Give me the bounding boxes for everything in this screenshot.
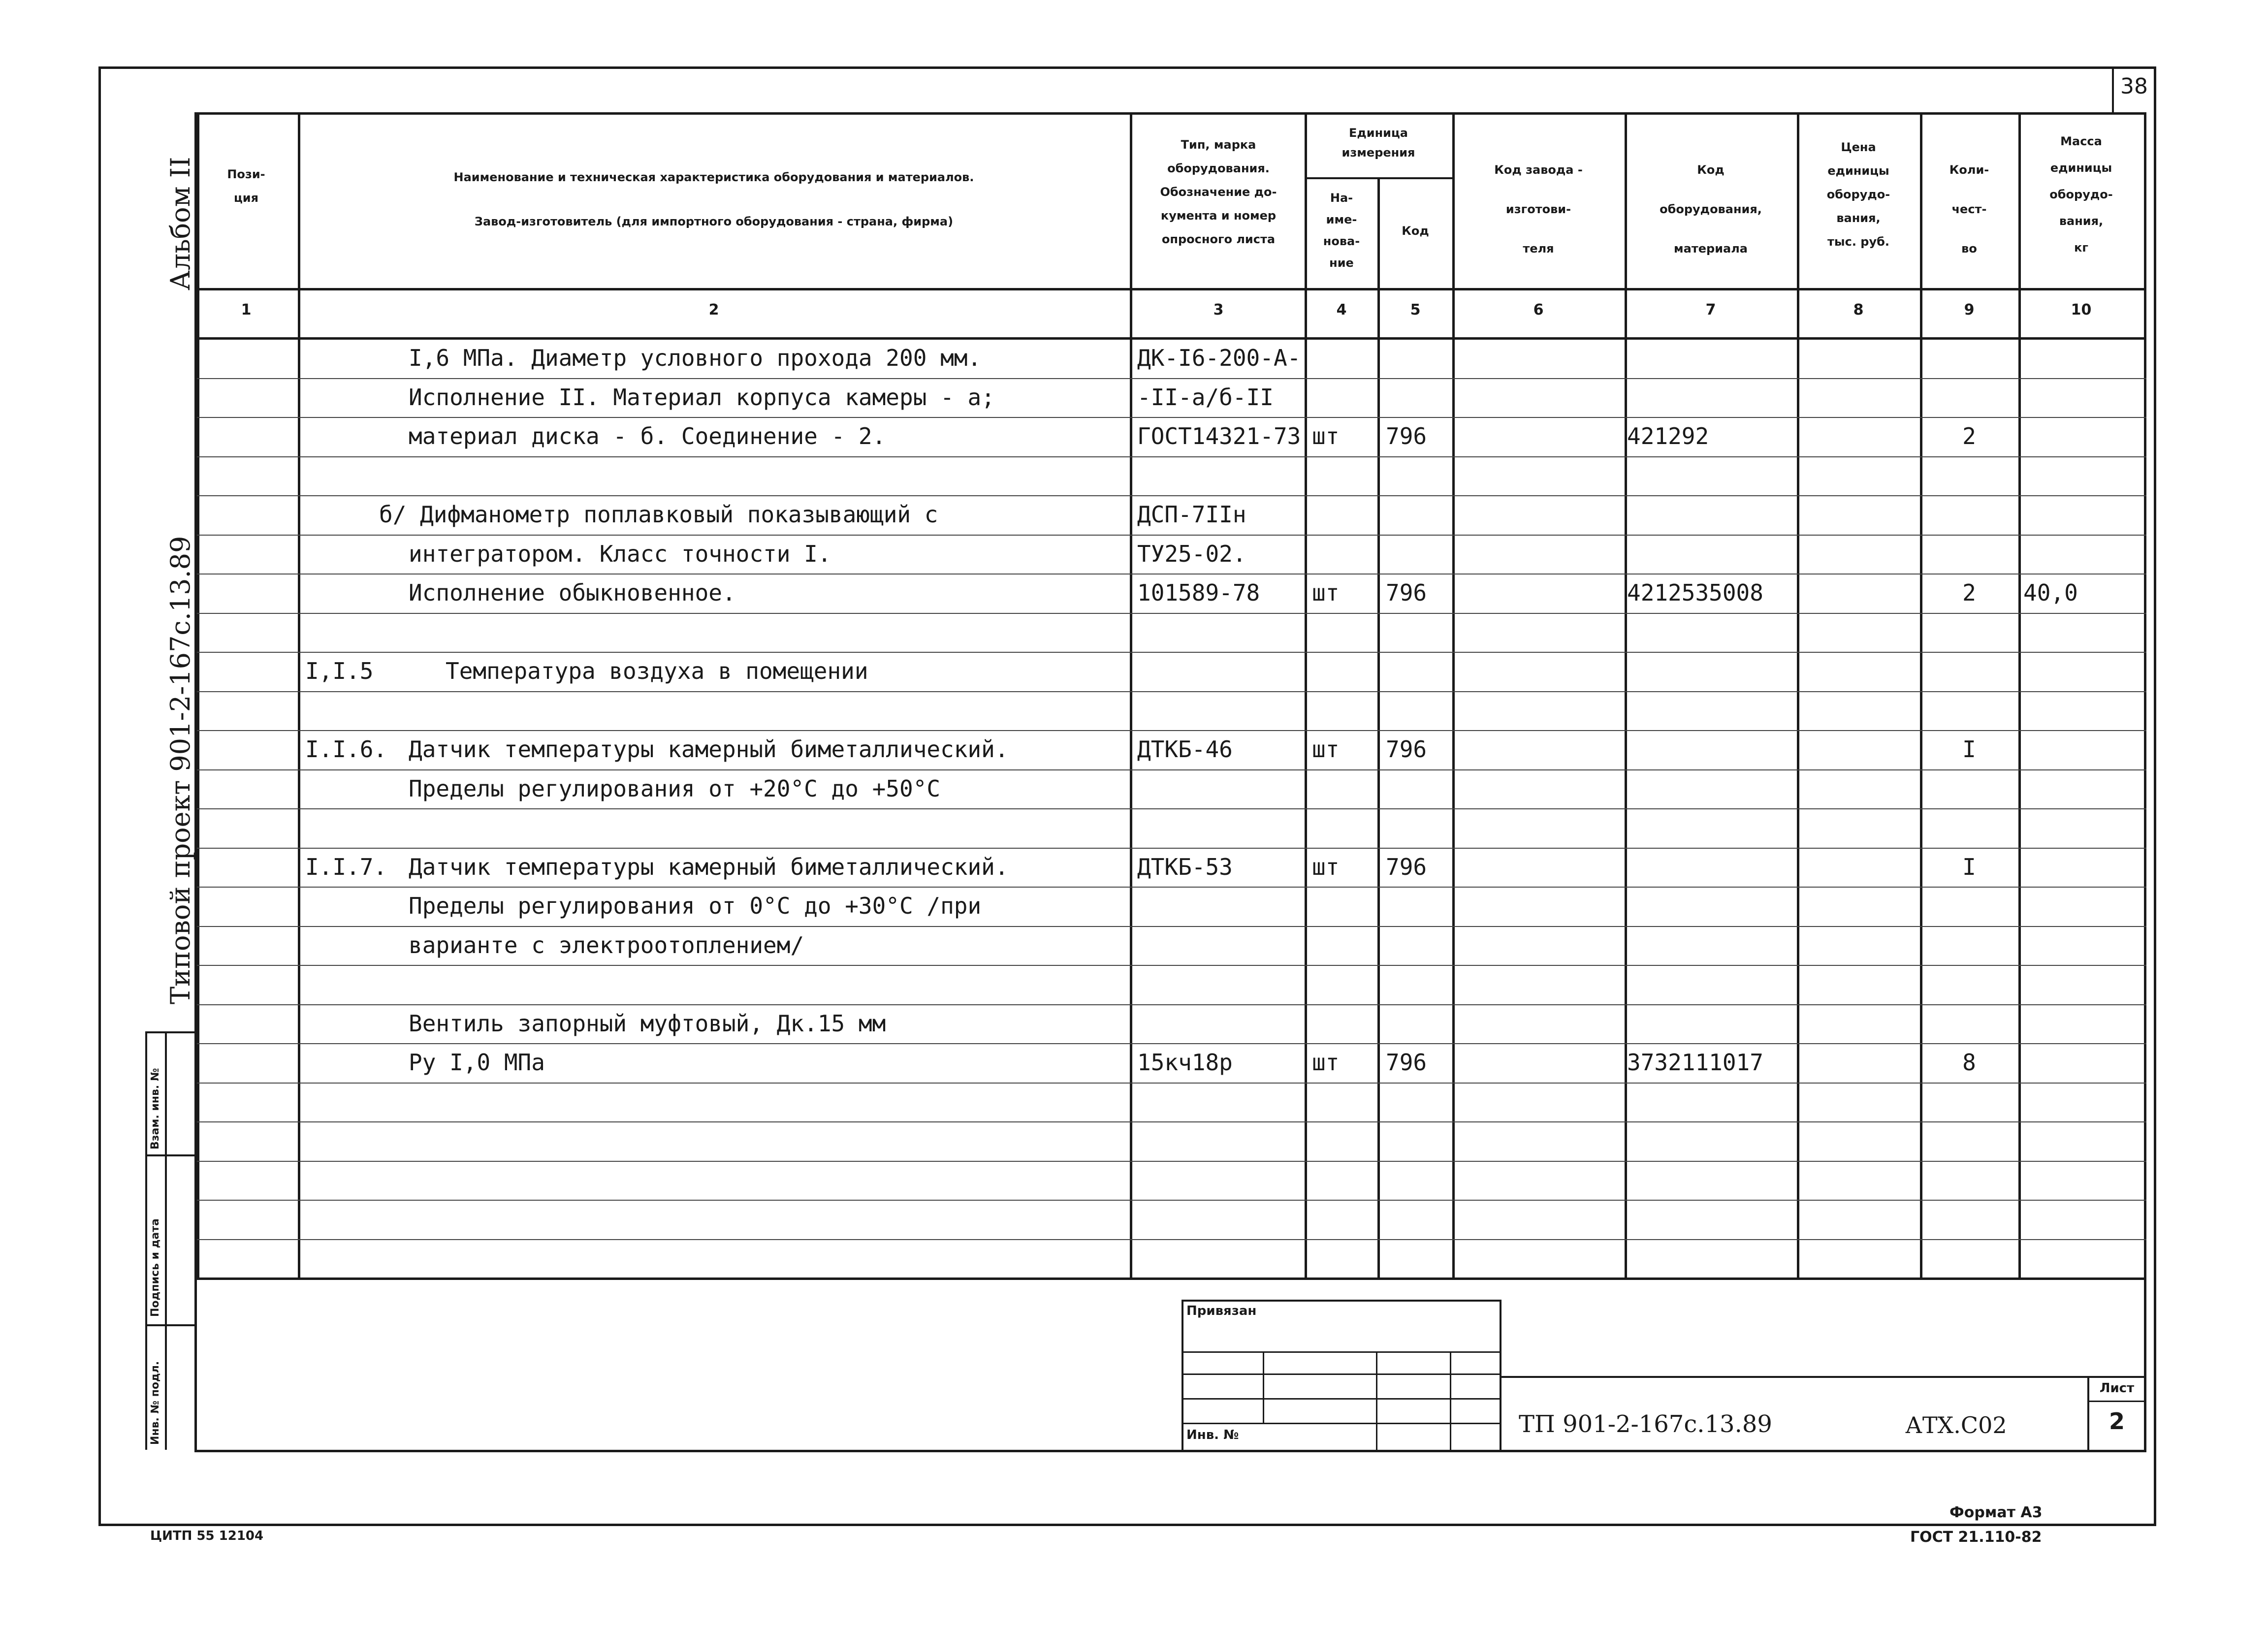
side-project-label: Типовой проект 901-2-167с.13.89 [165, 536, 196, 1004]
stamp-privyazan: Привязан [1186, 1304, 1257, 1318]
cell-type: ГОСТ14321-73 [1137, 423, 1301, 449]
stamp-inv: Инв. № [1186, 1428, 1239, 1442]
cell-name: б/ Дифманометр поплавковый показывающий с [379, 501, 938, 528]
header-c2-l2: Завод-изготовитель (для импортного оборудования - страна, фирма) [474, 215, 954, 228]
table-row-line [197, 535, 2146, 536]
side-stamp-top [145, 1031, 194, 1033]
cell-name: I,6 МПа. Диаметр условного прохода 200 мм. [409, 345, 982, 371]
colnum-7: 7 [1705, 301, 1716, 319]
cell-name: Датчик температуры камерный биметаллический. [409, 853, 1009, 880]
cell-mat: 421292 [1627, 423, 1709, 449]
table-row-line [197, 887, 2146, 888]
cell-unit: шт [1312, 423, 1340, 449]
cell-type: ДТКБ-46 [1137, 736, 1233, 763]
colnum-9: 9 [1964, 301, 1975, 319]
colnum-5: 5 [1410, 301, 1421, 319]
header-unit-group [1305, 123, 1452, 162]
table-row-line [197, 1239, 2146, 1240]
outer-frame-left [98, 66, 101, 1526]
header-c9-l3: во [1961, 242, 1977, 255]
column-line [1920, 112, 1922, 1280]
header-unit-l1: Единица [1349, 126, 1408, 140]
cell-pos: I,I.5 [305, 658, 374, 684]
side-stamp-mid [165, 1031, 167, 1450]
stamp-box-h1 [1182, 1351, 1501, 1353]
header-c6-l3: теля [1523, 242, 1554, 255]
stamp-box-v2 [1376, 1351, 1377, 1450]
header-c8-l2: единицы [1827, 164, 1889, 178]
colnum-1: 1 [241, 301, 252, 319]
cell-qty: 2 [1962, 423, 1976, 449]
side-stamp-inv: Инв. № подл. [149, 1361, 161, 1445]
header-c3-l3: Обозначение до- [1160, 185, 1277, 199]
cell-name: Исполнение обыкновенное. [409, 579, 736, 606]
header-unit-l2: измерения [1342, 146, 1415, 160]
inner-frame-right [2144, 112, 2146, 1452]
cell-pos: I.I.6. [305, 736, 387, 763]
header-c3-l1: Тип, марка [1181, 138, 1256, 152]
table-row-line [197, 1083, 2146, 1084]
colnum-10: 10 [2071, 301, 2092, 319]
column-line [1452, 112, 1455, 1280]
side-stamp-div2 [145, 1324, 194, 1326]
cell-code: 796 [1386, 1049, 1427, 1076]
header-c8-l4: вания, [1836, 211, 1881, 225]
sheet-box-left [2112, 69, 2114, 113]
column-line [298, 112, 300, 1280]
header-c3-l5: опросного листа [1161, 232, 1276, 246]
stamp-box-h4 [1182, 1423, 1501, 1424]
cell-type: ДК-I6-200-А- [1137, 345, 1301, 371]
cell-code: 796 [1386, 579, 1427, 606]
header-c1-l1: Пози- [227, 167, 265, 181]
column-line [1625, 112, 1627, 1280]
side-stamp-left [145, 1031, 147, 1450]
list-box-left [2087, 1376, 2089, 1450]
header-c7 [1625, 150, 1797, 268]
table-row-line [197, 730, 2146, 731]
table-row-line [197, 613, 2146, 614]
cell-mass: 40,0 [2023, 579, 2078, 606]
header-c3 [1132, 133, 1305, 251]
header-c8 [1797, 135, 1920, 254]
table-row-line [197, 417, 2146, 418]
cell-type: -II-а/б-II [1137, 383, 1274, 411]
title-list-number: 2 [2108, 1408, 2125, 1435]
side-stamp-vzam: Взам. инв. № [149, 1068, 161, 1149]
footer-left: ЦИТП 55 12104 [150, 1529, 264, 1543]
cell-name: Ру I,0 МПа [409, 1049, 545, 1076]
table-row-line [197, 456, 2146, 457]
header-c4-l1: На- [1330, 191, 1353, 205]
side-stamp-podpis: Подпись и дата [149, 1218, 161, 1317]
cell-name: Датчик температуры камерный биметаллический. [409, 736, 1009, 763]
stamp-box-v3 [1450, 1351, 1451, 1450]
colnum-2: 2 [708, 301, 719, 319]
table-row-line [197, 848, 2146, 849]
side-stamp-div1 [145, 1154, 194, 1156]
header-c9-l1: Коли- [1949, 163, 1989, 177]
cell-name: варианте с электроотоплением/ [409, 931, 804, 958]
outer-frame-right [2154, 66, 2156, 1526]
header-c10-l4: вания, [2059, 214, 2104, 228]
cell-mat: 4212535008 [1627, 579, 1763, 606]
cell-code: 796 [1386, 853, 1427, 880]
table-row-line [197, 1043, 2146, 1044]
cell-code: 796 [1386, 423, 1427, 449]
cell-name: Пределы регулирования от +20°С до +50°С [409, 775, 941, 802]
header-c5: Код [1402, 224, 1429, 238]
cell-name: материал диска - б. Соединение - 2. [409, 423, 886, 449]
header-c6-l1: Код завода - [1494, 163, 1583, 177]
cell-name: Температура воздуха в помещении [446, 658, 868, 684]
column-line [1305, 112, 1307, 1280]
header-c10-l2: единицы [2050, 161, 2112, 175]
footer-gost: ГОСТ 21.110-82 [1910, 1529, 2042, 1546]
table-row-line [197, 1004, 2146, 1005]
header-c4-l3: нова- [1323, 234, 1360, 248]
footer-format: Формат А3 [1949, 1504, 2043, 1521]
unit-group-line [1305, 177, 1452, 179]
side-album-label: Альбом II [165, 157, 196, 290]
cell-unit: шт [1312, 579, 1340, 606]
header-c2-l1: Наименование и техническая характеристика оборудования и материалов. [453, 170, 974, 184]
number-row-bottom-line [197, 337, 2146, 340]
cell-name: Пределы регулирования от 0°С до +30°С /при [409, 893, 982, 919]
table-row-line [197, 769, 2146, 770]
stamp-box-top [1182, 1300, 1501, 1302]
header-c6-l2: изготови- [1505, 202, 1571, 216]
header-c3-l2: оборудования. [1167, 161, 1270, 175]
header-c8-l1: Цена [1841, 140, 1876, 154]
header-c9 [1920, 150, 2018, 268]
table-row-line [197, 1200, 2146, 1201]
cell-qty: I [1962, 736, 1976, 763]
cell-code: 796 [1386, 736, 1427, 763]
inner-frame-top [194, 112, 2146, 115]
colnum-8: 8 [1853, 301, 1864, 319]
header-bottom-line [197, 288, 2146, 290]
table-row-line [197, 965, 2146, 966]
header-c2 [300, 155, 1127, 244]
header-c3-l4: кумента и номер [1160, 209, 1277, 223]
inner-frame-bottom [194, 1450, 2146, 1452]
title-mark: АТХ.С02 [1905, 1412, 2007, 1438]
cell-type: 15кч18р [1137, 1049, 1233, 1076]
header-c7-l1: Код [1697, 163, 1725, 177]
colnum-6: 6 [1533, 301, 1544, 319]
header-c10-l5: кг [2074, 241, 2088, 255]
header-c6 [1452, 150, 1625, 268]
cell-type: ТУ25-02. [1137, 540, 1246, 567]
header-c10 [2018, 128, 2144, 261]
header-c10-l3: оборудо- [2049, 188, 2113, 201]
header-c10-l1: Масса [2060, 134, 2102, 148]
header-c1 [197, 162, 295, 210]
table-row-line [197, 574, 2146, 575]
cell-qty: 2 [1962, 579, 1976, 606]
cell-type: ДТКБ-53 [1137, 853, 1233, 880]
title-doc-code: ТП 901-2-167с.13.89 [1519, 1410, 1772, 1438]
header-c8-l5: тыс. руб. [1827, 235, 1889, 249]
cell-unit: шт [1312, 736, 1340, 763]
header-c4 [1305, 187, 1378, 274]
column-line [1797, 112, 1799, 1280]
cell-unit: шт [1312, 853, 1340, 880]
stamp-box-h3 [1182, 1398, 1501, 1400]
header-c4-l4: ние [1329, 256, 1354, 270]
cell-type: 101589-78 [1137, 579, 1260, 606]
header-c7-l3: материала [1674, 242, 1748, 255]
cell-qty: I [1962, 853, 1976, 880]
column-line [197, 112, 199, 1280]
outer-frame-bottom [98, 1524, 2156, 1526]
title-block-top [1500, 1376, 2144, 1378]
table-row-line [197, 1121, 2146, 1122]
table-row-line [197, 808, 2146, 809]
table-row-line [197, 691, 2146, 692]
sheet-number-top: 38 [2120, 74, 2148, 99]
header-c1-l2: ция [233, 191, 258, 205]
stamp-box-h2 [1182, 1373, 1501, 1375]
cell-name: Вентиль запорный муфтовый, Дк.15 мм [409, 1010, 886, 1037]
cell-pos: I.I.7. [305, 853, 387, 880]
header-c4-l2: име- [1326, 213, 1357, 226]
header-c7-l2: оборудования, [1660, 202, 1762, 216]
table-row-line [197, 378, 2146, 379]
cell-type: ДСП-7IIн [1137, 501, 1246, 528]
list-box-mid [2087, 1401, 2144, 1402]
cell-mat: 3732111017 [1627, 1049, 1763, 1076]
colnum-3: 3 [1213, 301, 1224, 319]
stamp-box-v1 [1263, 1351, 1264, 1424]
column-line [1377, 177, 1380, 1280]
header-c8-l3: оборудо- [1826, 188, 1890, 201]
table-bottom-line [197, 1277, 2146, 1280]
header-c9-l2: чест- [1951, 202, 1987, 216]
column-line [1130, 112, 1132, 1280]
title-list-label: Лист [2099, 1381, 2135, 1396]
cell-name: интегратором. Класс точности I. [409, 540, 831, 567]
outer-frame-top [98, 66, 2156, 69]
column-line [2018, 112, 2021, 1280]
cell-qty: 8 [1962, 1049, 1976, 1076]
table-row-line [197, 1161, 2146, 1162]
cell-unit: шт [1312, 1049, 1340, 1076]
table-row-line [197, 926, 2146, 927]
table-row-line [197, 652, 2146, 653]
cell-name: Исполнение II. Материал корпуса камеры - а; [409, 383, 995, 411]
colnum-4: 4 [1336, 301, 1347, 319]
table-row-line [197, 495, 2146, 496]
